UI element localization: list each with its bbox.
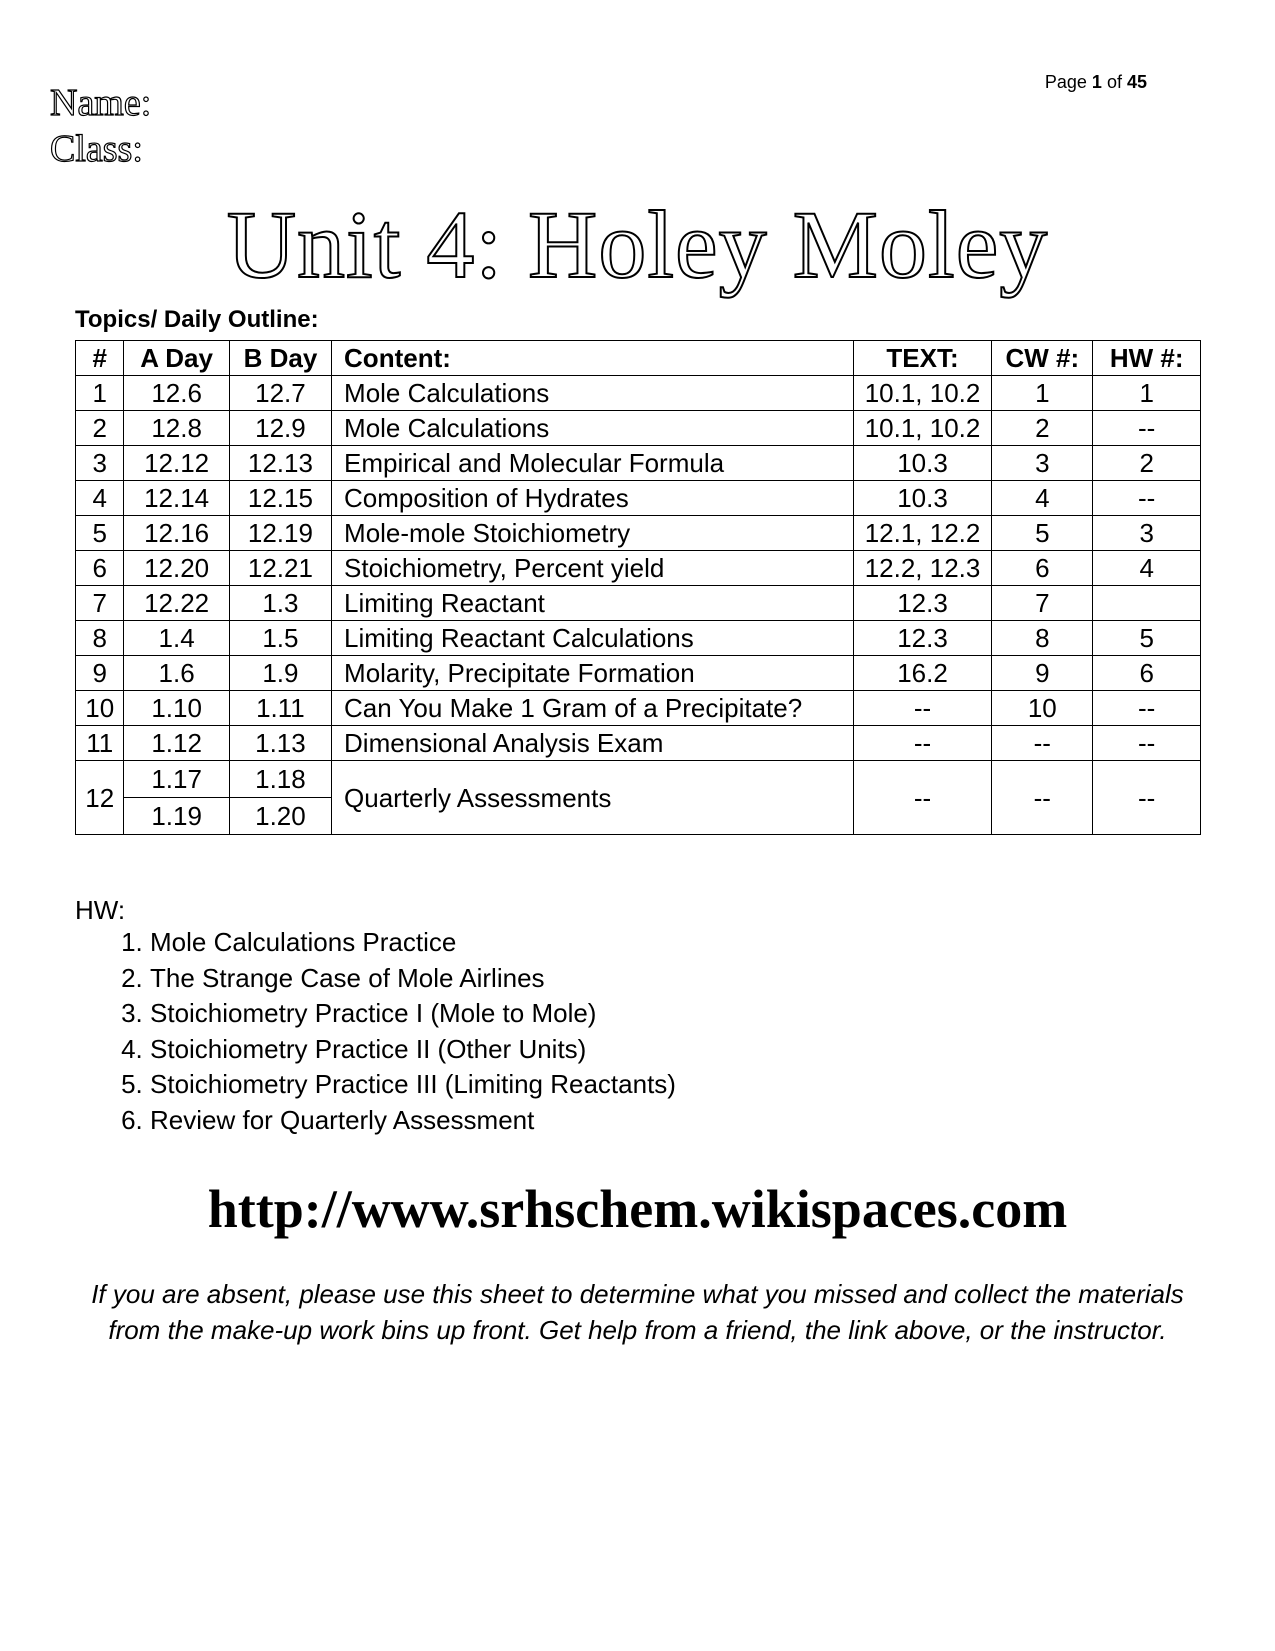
cell-cw: -- [992, 726, 1093, 761]
hw-item: 6. Review for Quarterly Assessment [150, 1103, 676, 1139]
cell-b-day: 1.3 [229, 586, 331, 621]
cell-num: 8 [76, 621, 124, 656]
cell-num: 7 [76, 586, 124, 621]
cell-num: 4 [76, 481, 124, 516]
cell-hw: 6 [1093, 656, 1201, 691]
class-label: Class: [50, 128, 143, 170]
cell-content: Mole Calculations [332, 376, 854, 411]
hw-item: 1. Mole Calculations Practice [150, 925, 676, 961]
cell-num: 5 [76, 516, 124, 551]
cell-text: 16.2 [853, 656, 991, 691]
table-row [76, 376, 1201, 411]
cell-b-day: 12.7 [229, 376, 331, 411]
cell-content: Mole Calculations [332, 411, 854, 446]
cell-text: 12.1, 12.2 [853, 516, 991, 551]
page-prefix: Page [1044, 72, 1087, 92]
cell-b-day: 1.9 [229, 656, 331, 691]
cell-cw: 5 [992, 516, 1093, 551]
cell-a-day: 12.22 [124, 586, 229, 621]
cell-num: 3 [76, 446, 124, 481]
table-row [76, 481, 1201, 516]
cell-content: Mole-mole Stoichiometry [332, 516, 854, 551]
hw-item: 5. Stoichiometry Practice III (Limiting Reactants) [150, 1067, 676, 1103]
cell-text: 10.1, 10.2 [853, 376, 991, 411]
cell-a-day: 1.17 [124, 761, 229, 798]
cell-cw: 1 [992, 376, 1093, 411]
header-hw: HW #: [1093, 341, 1201, 376]
cell-hw: 3 [1093, 516, 1201, 551]
hw-item: 4. Stoichiometry Practice II (Other Units) [150, 1032, 676, 1068]
hw-item: 3. Stoichiometry Practice I (Mole to Mole) [150, 996, 676, 1032]
header-content: Content: [332, 341, 854, 376]
cell-b-day: 12.9 [229, 411, 331, 446]
cell-hw: -- [1093, 481, 1201, 516]
header-num: # [76, 341, 124, 376]
cell-cw: 8 [992, 621, 1093, 656]
cell-hw: 2 [1093, 446, 1201, 481]
cell-content: Limiting Reactant Calculations [332, 621, 854, 656]
cell-b-day: 1.5 [229, 621, 331, 656]
cell-cw: 6 [992, 551, 1093, 586]
cell-a-day: 12.12 [124, 446, 229, 481]
cell-a-day: 1.6 [124, 656, 229, 691]
cell-num: 6 [76, 551, 124, 586]
cell-text: 12.3 [853, 621, 991, 656]
cell-a-day: 12.6 [124, 376, 229, 411]
cell-a-day: 1.10 [124, 691, 229, 726]
cell-text: 10.1, 10.2 [853, 411, 991, 446]
cell-content: Stoichiometry, Percent yield [332, 551, 854, 586]
absence-note-line-1: If you are absent, please use this sheet to determine what you missed and collect the materials [91, 1279, 1184, 1309]
absence-note-line-2: from the make-up work bins up front. Get help from a friend, the link above, or the instructor. [108, 1315, 1167, 1345]
cell-text: 10.3 [853, 446, 991, 481]
cell-num: 9 [76, 656, 124, 691]
cell-num: 11 [76, 726, 124, 761]
hw-item: 2. The Strange Case of Mole Airlines [150, 961, 676, 997]
cell-hw: -- [1093, 761, 1201, 835]
daily-outline-table [75, 340, 1201, 835]
cell-text: -- [853, 726, 991, 761]
absence-note [0, 1276, 1275, 1348]
name-class-block [50, 80, 151, 172]
cell-text: -- [853, 691, 991, 726]
cell-hw: 4 [1093, 551, 1201, 586]
cell-b-day: 12.15 [229, 481, 331, 516]
cell-hw: 5 [1093, 621, 1201, 656]
cell-cw: 9 [992, 656, 1093, 691]
cell-b-day: 1.11 [229, 691, 331, 726]
cell-cw: -- [992, 761, 1093, 835]
cell-text: 12.2, 12.3 [853, 551, 991, 586]
cell-num: 2 [76, 411, 124, 446]
cell-b-day: 12.21 [229, 551, 331, 586]
cell-text: -- [853, 761, 991, 835]
cell-content: Limiting Reactant [332, 586, 854, 621]
header-a-day: A Day [124, 341, 229, 376]
cell-hw: 1 [1093, 376, 1201, 411]
table-row [76, 726, 1201, 761]
name-label: Name: [50, 82, 152, 124]
table-row [76, 446, 1201, 481]
cell-num: 1 [76, 376, 124, 411]
course-url: http://www.srhschem.wikispaces.com [207, 1179, 1068, 1239]
cell-a-day: 12.8 [124, 411, 229, 446]
cell-content: Molarity, Precipitate Formation [332, 656, 854, 691]
cell-content: Can You Make 1 Gram of a Precipitate? [332, 691, 854, 726]
cell-text: 12.3 [853, 586, 991, 621]
table-row [76, 691, 1201, 726]
cell-hw: -- [1093, 411, 1201, 446]
cell-num: 12 [76, 761, 124, 835]
table-row [76, 586, 1201, 621]
cell-content: Quarterly Assessments [332, 761, 854, 835]
cell-a-day: 12.14 [124, 481, 229, 516]
hw-list [110, 925, 676, 1138]
cell-hw: -- [1093, 691, 1201, 726]
cell-cw: 2 [992, 411, 1093, 446]
cell-a-day: 12.16 [124, 516, 229, 551]
page-current: 1 [1091, 72, 1102, 92]
cell-text: 10.3 [853, 481, 991, 516]
table-row [76, 656, 1201, 691]
table-row [76, 516, 1201, 551]
cell-b-day: 1.18 [229, 761, 331, 798]
page-title: Unit 4: Holey Moley [226, 191, 1049, 298]
cell-cw: 4 [992, 481, 1093, 516]
page-of: of [1106, 72, 1122, 92]
header-cw: CW #: [992, 341, 1093, 376]
hw-label: HW: [75, 895, 126, 925]
cell-a-day: 1.4 [124, 621, 229, 656]
cell-cw: 3 [992, 446, 1093, 481]
header-b-day: B Day [229, 341, 331, 376]
table-row [76, 411, 1201, 446]
page-total: 45 [1126, 72, 1147, 92]
cell-hw [1093, 586, 1201, 621]
cell-cw: 7 [992, 586, 1093, 621]
table-row [76, 551, 1201, 586]
table-header-row [76, 341, 1201, 376]
cell-a-day-2: 1.19 [124, 798, 229, 835]
cell-b-day: 1.13 [229, 726, 331, 761]
cell-a-day: 1.12 [124, 726, 229, 761]
topics-heading: Topics/ Daily Outline: [75, 306, 319, 333]
header-text: TEXT: [853, 341, 991, 376]
cell-b-day: 12.19 [229, 516, 331, 551]
cell-num: 10 [76, 691, 124, 726]
cell-b-day: 12.13 [229, 446, 331, 481]
cell-hw: -- [1093, 726, 1201, 761]
cell-b-day-2: 1.20 [229, 798, 331, 835]
table-row [76, 621, 1201, 656]
cell-content: Composition of Hydrates [332, 481, 854, 516]
page-number [1045, 72, 1147, 93]
cell-content: Empirical and Molecular Formula [332, 446, 854, 481]
table-row-last [76, 761, 1201, 798]
cell-cw: 10 [992, 691, 1093, 726]
cell-content: Dimensional Analysis Exam [332, 726, 854, 761]
cell-a-day: 12.20 [124, 551, 229, 586]
